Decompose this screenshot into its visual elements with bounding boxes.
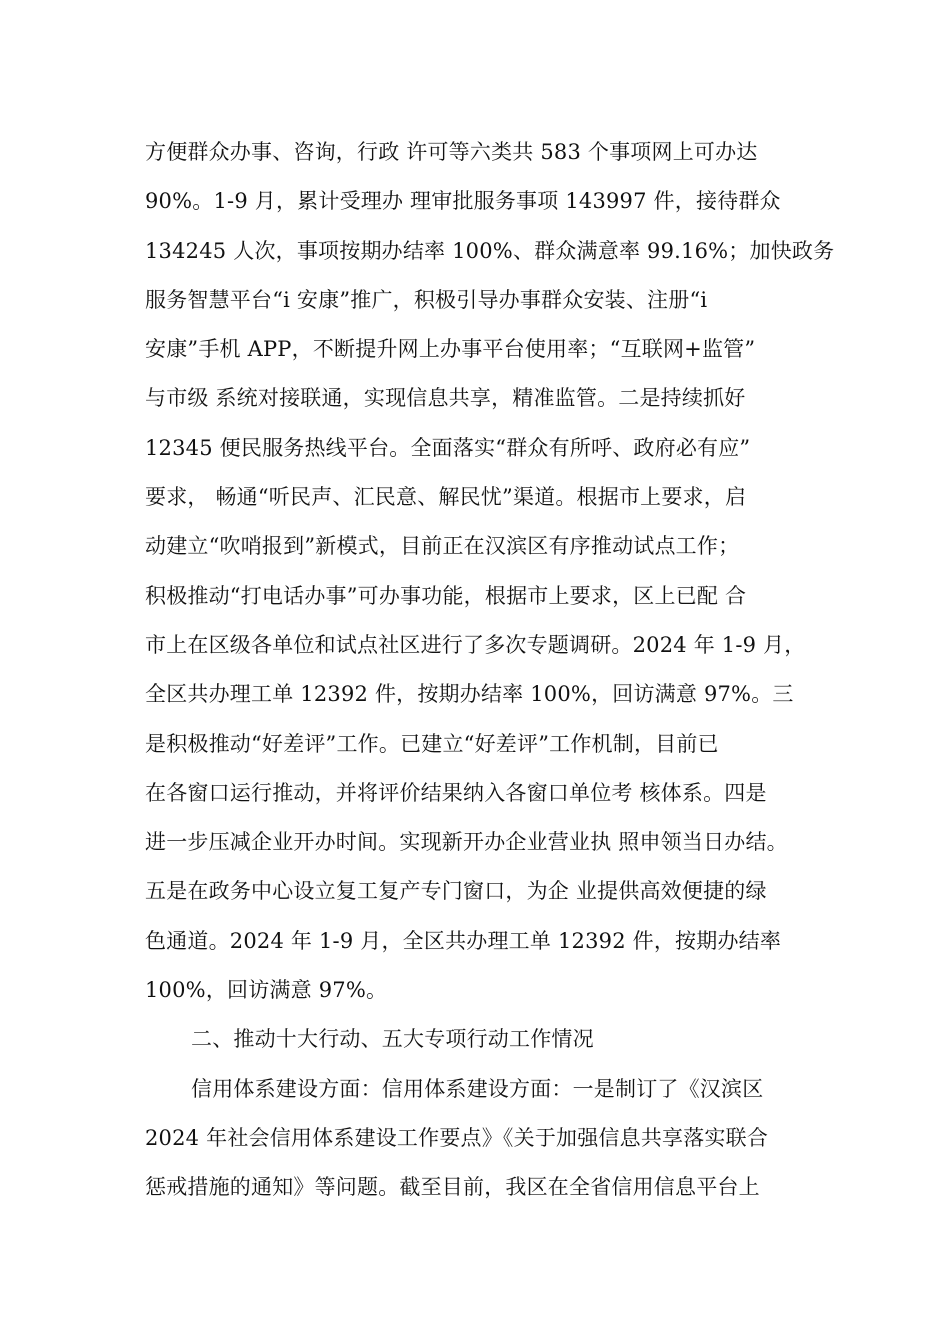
text-line: 134245 人次，事项按期办结率 100%、群众满意率 99.16%；加快政务 [145,238,835,263]
text-line: 五是在政务中心设立复工复产专门窗口，为企 业提供高效便捷的绿 [145,879,767,904]
text-line: 是积极推动“好差评”工作。已建立“好差评”工作机制，目前已 [145,731,719,756]
text-line: 服务智慧平台“i 安康”推广，积极引导办事群众安装、注册“i [145,287,708,312]
text-line: 与市级 系统对接联通，实现信息共享，精准监管。二是持续抓好 [145,386,746,411]
paragraph-start: 信用体系建设方面：信用体系建设方面：一是制订了《汉滨区 [191,1076,764,1101]
text-line: 要求， 畅通“听民声、汇民意、解民忧”渠道。根据市上要求，启 [145,485,747,510]
text-line: 市上在区级各单位和试点社区进行了多次专题调研。2024 年 1-9 月， [145,632,806,657]
text-line: 12345 便民服务热线平台。全面落实“群众有所呼、政府必有应” [145,435,751,460]
text-line: 色通道。2024 年 1-9 月，全区共办理工单 12392 件，按期办结率 [145,928,782,953]
text-line: 惩戒措施的通知》等问题。截至目前，我区在全省信用信息平台上 [145,1175,760,1200]
body-text [145,128,835,1213]
text-line: 方便群众办事、咨询，行政 许可等六类共 583 个事项网上可办达 [145,140,758,164]
text-line: 90%。1-9 月，累计受理办 理审批服务事项 143997 件，接待群众 [145,189,781,214]
text-line: 进一步压减企业开办时间。实现新开办企业营业执 照申领当日办结。 [145,830,788,855]
text-line: 安康”手机 APP，不断提升网上办事平台使用率；“互联网+监管” [145,337,756,362]
text-line: 2024 年社会信用体系建设工作要点》《关于加强信息共享落实联合 [145,1125,769,1150]
text-line: 在各窗口运行推动，并将评价结果纳入各窗口单位考 核体系。四是 [145,780,767,805]
text-line: 100%，回访满意 97%。 [145,978,388,1003]
text-line: 全区共办理工单 12392 件，按期办结率 100%，回访满意 97%。三 [145,682,794,707]
text-line: 积极推动“打电话办事”可办事功能，根据市上要求，区上已配 合 [145,583,747,608]
section-heading: 二、推动十大行动、五大专项行动工作情况 [191,1027,594,1052]
text-line: 动建立“吹哨报到”新模式，目前正在汉滨区有序推动试点工作； [145,534,740,559]
